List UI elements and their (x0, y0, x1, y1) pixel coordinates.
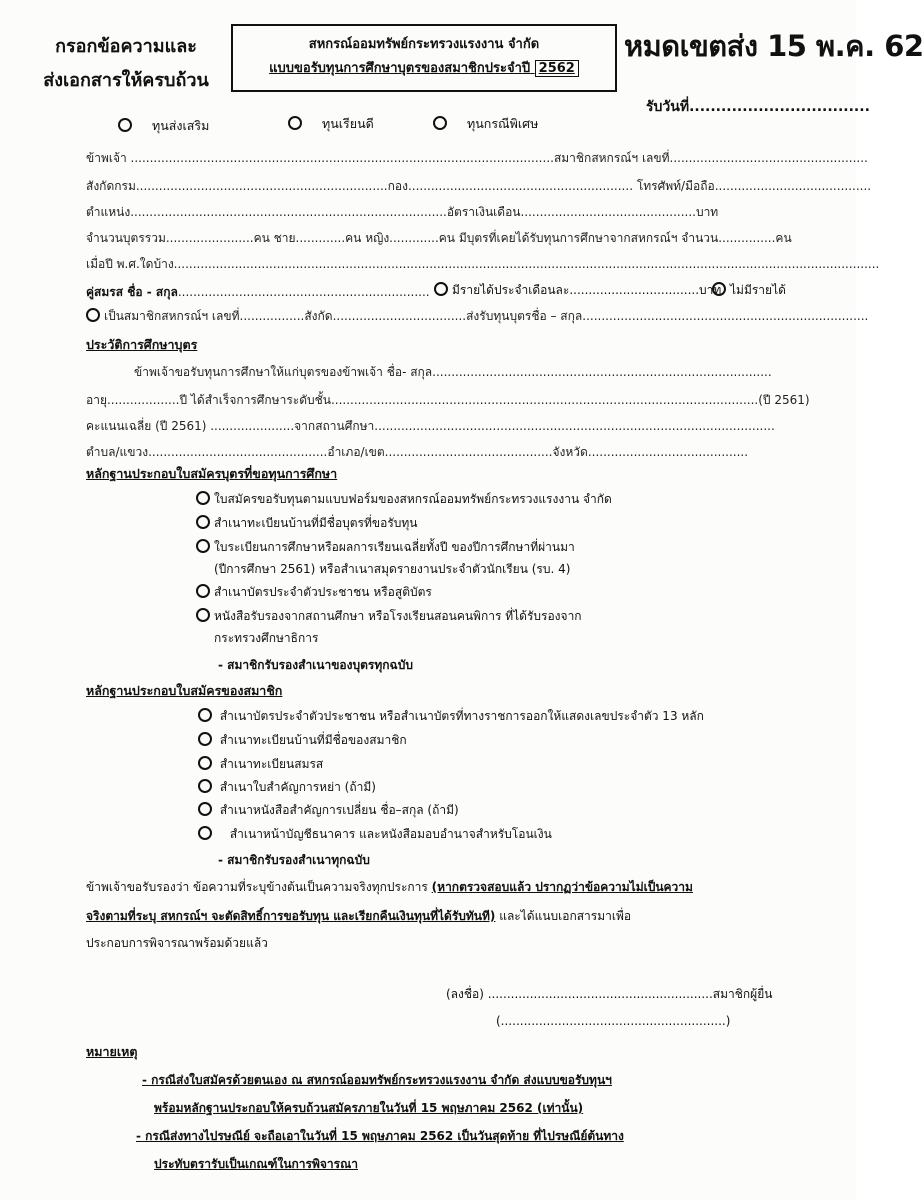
applicant-name-line[interactable]: ข้าพเจ้า ...............................................................................................................สมาชิกสหกรณ์ฯ เลขที่.................................................... (86, 151, 868, 165)
member-doc-item[interactable] (198, 802, 459, 818)
child-name-line[interactable]: ข้าพเจ้าขอรับทุนการศึกษาให้แก่บุตรของข้าพเจ้า ชื่อ- สกุล......................................................................................... (134, 365, 772, 379)
grant-option-promotion[interactable] (118, 118, 209, 134)
checkbox-circle-icon (196, 515, 210, 529)
radio-circle-icon (86, 308, 100, 322)
member-doc-label: สำเนาทะเบียนบ้านที่มีชื่อของสมาชิก (219, 733, 407, 747)
child-doc-label: หนังสือรับรองจากสถานศึกษา หรือโรงเรียนสอนคนพิการ ที่ได้รับรองจาก (214, 609, 582, 623)
checkbox-circle-icon (198, 826, 212, 840)
radio-circle-icon (433, 116, 447, 130)
child-doc-label: สำเนาบัตรประจำตัวประชาชน หรือสูติบัตร (214, 585, 432, 599)
child-docs-heading: หลักฐานประกอบใบสมัครบุตรที่ขอทุนการศึกษา (86, 466, 338, 481)
child-doc-item[interactable] (196, 608, 582, 624)
remarks-heading: หมายเหตุ (86, 1044, 138, 1059)
remark-1-cont: พร้อมหลักฐานประกอบให้ครบถ้วนสมัครภายในวันที่ 15 พฤษภาคม 2562 (เท่านั้น) (154, 1101, 584, 1115)
member-doc-item[interactable] (198, 708, 704, 724)
member-doc-item[interactable] (198, 732, 407, 748)
spouse-member-option[interactable] (86, 308, 868, 324)
child-doc-item-cont: (ปีการศึกษา 2561) หรือสำเนาสมุดรายงานประจำตัวนักเรียน (รบ. 4) (214, 562, 571, 576)
received-date-field[interactable]: รับวันที่.................................. (646, 99, 870, 115)
grant-option-excellence[interactable] (288, 116, 374, 132)
radio-circle-icon (288, 116, 302, 130)
child-doc-item[interactable] (196, 584, 432, 600)
member-doc-item[interactable] (198, 779, 376, 795)
declaration-warning-cont: จริงตามที่ระบุ สหกรณ์ฯ จะตัดสิทธิ์การขอรับทุน และเรียกคืนเงินทุนที่ได้รับทันที) (86, 909, 496, 923)
child-doc-item-cont: กระทรวงศึกษาธิการ (214, 631, 319, 645)
declaration-warning: (หากตรวจสอบแล้ว ปรากฏว่าข้อความไม่เป็นความ (431, 880, 693, 894)
header-instruction-line1: กรอกข้อความและ (55, 36, 197, 57)
years-line[interactable]: เมื่อปี พ.ศ.ใดบ้าง......................................................................................................................................................................................... (86, 257, 880, 271)
child-doc-item[interactable] (196, 491, 612, 507)
member-docs-heading: หลักฐานประกอบใบสมัครของสมาชิก (86, 683, 283, 698)
declaration-line1 (86, 879, 693, 895)
spouse-name-field[interactable]: .................................................................. (177, 285, 430, 299)
title-box (231, 24, 617, 92)
age-level-line[interactable]: อายุ...................ปี ได้สำเร็จการศึกษาระดับชั้น................................................................................................................(ปี 2561) (86, 393, 810, 407)
member-doc-label: สำเนาทะเบียนสมรส (219, 757, 324, 771)
form-title (239, 60, 609, 78)
declaration-text-cont: และได้แนบเอกสารมาเพื่อ (495, 909, 632, 923)
checkbox-circle-icon (196, 491, 210, 505)
children-count-line[interactable]: จำนวนบุตรรวม.......................คน ชาย.............คน หญิง.............คน มีบุตรที่เคยได้รับทุนการศึกษาจากสหกรณ์ฯ จำนวน...............คน (86, 231, 792, 245)
child-name-field[interactable]: ส่งรับทุนบุตรชื่อ – สกุล........................................................................... (466, 309, 869, 323)
grant-option-label: ทุนกรณีพิเศษ (466, 116, 539, 131)
spouse-member-label: เป็นสมาชิกสหกรณ์ฯ เลขที่.................สังกัด................................... (104, 309, 467, 323)
grant-option-label: ทุนส่งเสริม (151, 118, 210, 133)
remark-2-cont: ประทับตรารับเป็นเกณฑ์ในการพิจารณา (154, 1157, 358, 1171)
spouse-noincome-option[interactable] (712, 282, 786, 298)
grant-option-label: ทุนเรียนดี (321, 116, 374, 131)
child-doc-label: ใบสมัครขอรับทุนตามแบบฟอร์มของสหกรณ์ออมทรัพย์กระทรวงแรงงาน จำกัด (214, 492, 612, 506)
spouse-noincome-label: ไม่มีรายได้ (730, 283, 786, 297)
spouse-income-option[interactable] (434, 282, 721, 298)
declaration-line2 (86, 908, 631, 924)
form-year: 2562 (535, 60, 579, 77)
checkbox-circle-icon (198, 779, 212, 793)
child-doc-label: สำเนาทะเบียนบ้านที่มีชื่อบุตรที่ขอรับทุน (214, 516, 418, 530)
spouse-label: คู่สมรส ชื่อ - สกุล (86, 285, 178, 299)
department-line[interactable]: สังกัดกรม..................................................................กอง........................................................... โทรศัพท์/มือถือ......................................... (86, 179, 872, 193)
radio-circle-icon (434, 282, 448, 296)
checkbox-circle-icon (198, 732, 212, 746)
checkbox-circle-icon (196, 539, 210, 553)
child-docs-note: - สมาชิกรับรองสำเนาของบุตรทุกฉบับ (218, 658, 413, 672)
member-doc-item[interactable] (198, 826, 552, 842)
member-doc-label: สำเนาหน้าบัญชีธนาคาร และหนังสือมอบอำนาจสำหรับโอนเงิน (229, 827, 552, 841)
address-line[interactable]: ตำบล/แขวง...............................................อำเภอ/เขต............................................จังหวัด.......................................... (86, 445, 749, 459)
deadline-stamp: หมดเขตส่ง 15 พ.ค. 62 (624, 29, 924, 63)
member-docs-note: - สมาชิกรับรองสำเนาทุกฉบับ (218, 853, 370, 867)
member-doc-label: สำเนาหนังสือสำคัญการเปลี่ยน ชื่อ–สกุล (ถ้ามี) (219, 803, 459, 817)
header-instruction-line2: ส่งเอกสารให้ครบถ้วน (43, 70, 209, 91)
radio-circle-icon (712, 282, 726, 296)
child-doc-label: ใบระเบียนการศึกษาหรือผลการเรียนเฉลี่ยทั้งปี ของปีการศึกษาที่ผ่านมา (214, 540, 575, 554)
education-heading: ประวัติการศึกษาบุตร (86, 337, 198, 352)
grant-option-special[interactable] (433, 116, 538, 132)
header-instruction (40, 30, 212, 98)
remark-2: - กรณีส่งทางไปรษณีย์ จะถือเอาในวันที่ 15 พฤษภาคม 2562 เป็นวันสุดท้าย ที่ไปรษณีย์ต้นทาง (136, 1129, 624, 1143)
signature-line[interactable]: (ลงชื่อ) ...........................................................สมาชิกผู้ยื่น (446, 987, 773, 1001)
member-doc-item[interactable] (198, 756, 323, 772)
checkbox-circle-icon (196, 608, 210, 622)
declaration-line3: ประกอบการพิจารณาพร้อมด้วยแล้ว (86, 936, 268, 950)
spouse-income-label: มีรายได้ประจำเดือนละ..................................บาท (452, 283, 722, 297)
form-title-text: แบบขอรับทุนการศึกษาบุตรของสมาชิกประจำปี (269, 61, 531, 76)
declaration-text: ข้าพเจ้าขอรับรองว่า ข้อความที่ระบุข้างต้นเป็นความจริงทุกประการ (86, 880, 428, 894)
checkbox-circle-icon (198, 756, 212, 770)
signature-name-line[interactable]: (...........................................................) (496, 1014, 731, 1028)
checkbox-circle-icon (196, 584, 210, 598)
member-doc-label: สำเนาบัตรประจำตัวประชาชน หรือสำเนาบัตรที่ทางราชการออกให้แสดงเลขประจำตัว 13 หลัก (219, 709, 704, 723)
position-line[interactable]: ตำแหน่ง...................................................................................อัตราเงินเดือน..............................................บาท (86, 205, 719, 219)
spouse-line (86, 284, 430, 300)
member-doc-label: สำเนาใบสำคัญการหย่า (ถ้ามี) (219, 780, 376, 794)
child-doc-item[interactable] (196, 539, 575, 555)
checkbox-circle-icon (198, 708, 212, 722)
radio-circle-icon (118, 118, 132, 132)
child-doc-item[interactable] (196, 515, 418, 531)
checkbox-circle-icon (198, 802, 212, 816)
organization-name: สหกรณ์ออมทรัพย์กระทรวงแรงงาน จำกัด (308, 37, 540, 52)
gpa-school-line[interactable]: คะแนนเฉลี่ย (ปี 2561) ......................จากสถานศึกษา......................................................................................................... (86, 419, 775, 433)
remark-1: - กรณีส่งใบสมัครด้วยตนเอง ณ สหกรณ์ออมทรัพย์กระทรวงแรงงาน จำกัด ส่งแบบขอรับทุนฯ (142, 1073, 612, 1087)
